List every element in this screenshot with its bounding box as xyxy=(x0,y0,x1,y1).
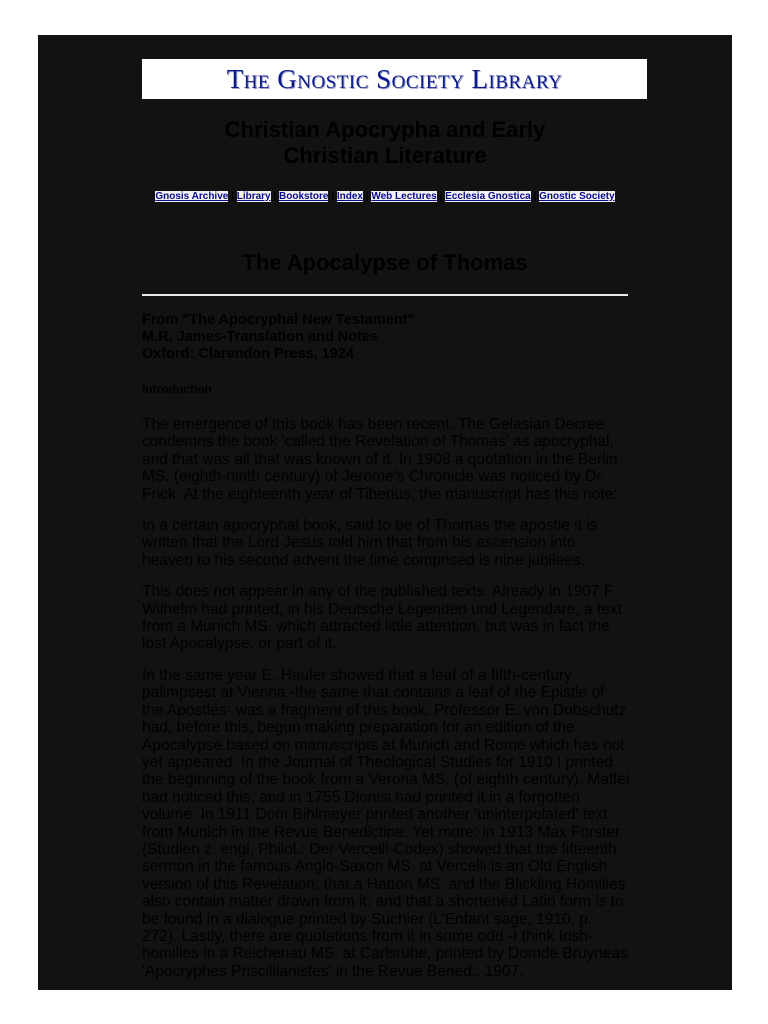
nav-bar xyxy=(38,191,732,203)
section-heading: Introduction xyxy=(142,382,212,396)
paragraph: This does not appear in any of the published texts. Already in 1907 F. Wilhelm had printed, in his Deutsche Legenden und Legendare, a text from a Munich MS. which attracted little attention, but was in fact the lost Apocalypse, or part of it. xyxy=(142,583,622,653)
page-title-line1: Christian Apocrypha and Early xyxy=(224,117,546,142)
page-container xyxy=(38,35,732,990)
paragraph: The emergence of this book has been recent. The Gelasian Decree condemns the book 'called the Revelation of Thomas' as apocryphal, and that was all that was known of it. In 1908 a quotation in the Berlin MS. (eighth-ninth century) of Jerome's Chronicle was noticed by Dr. Frick. At the eighteenth year of Tiberius, the manuscript has this note: xyxy=(142,416,618,503)
site-logo-text: The Gnostic Society Library xyxy=(226,63,563,94)
nav-separator: | xyxy=(273,191,277,202)
source-line-2: M.R. James-Translation and Notes xyxy=(142,329,379,345)
document-title: The Apocalypse of Thomas xyxy=(242,250,528,275)
paragraph: In the same year E. Hauler showed that a leaf of a fifth-century palimpsest at Vienna -the same that contains a leaf of the Epistle of the Apostles- was a fragment of this book. Professor E. von Dobschutz had, before this, begun making preparation for an edition of the Apocalypse based on manuscripts at Munich and Rome which has not yet appeared. In the Journal of Theological Studies for 1910 I printed the beginning of the book from a Verona MS. (of eighth century). Maffei had noticed this, and in 1755 Dionisi had printed it in a forgotten volume. In 1911 Dom Bihlmeyer printed another 'uninterpolated' text from Munich in the Revue Benedictine. Yet more: in 1913 Max Forster (Studien z. engl. Philol.: Der Vercelli-Codex) showed that the fifteenth sermon in the famous Anglo-Saxon MS. at Vercelli is an Old English version of this Revelation; that a Hatton MS. and the Blickling Homilies also contain matter drawn from it: and that a shortened Latin form is to be found in a dialogue printed by Suchier (L'Enfant sage, 1910, p. 272). Lastly, there are quotations from it in some odd -I think Irish-homilies in a Reichenau MS. at Carlsruhe, printed by Domde Bruyneas 'Apocryphes Priscillianistes' in the Revue Bened., 1907. xyxy=(142,666,630,980)
paragraph: In a certain apocryphal book, said to be of Thomas the apostle it is written that the Lord Jesus told him that from his ascension into heaven to his second advent the time comprised is nine jubilees. xyxy=(142,517,598,569)
nav-separator: | xyxy=(331,191,335,202)
nav-separator: | xyxy=(365,191,369,202)
source-line-1: From "The Apocryphal New Testament" xyxy=(142,312,415,328)
nav-link-web-lectures[interactable]: Web Lectures xyxy=(371,191,437,202)
source-citation xyxy=(142,312,642,363)
nav-link-library[interactable]: Library xyxy=(236,191,271,202)
nav-link-index[interactable]: Index xyxy=(336,191,363,202)
nav-link-bookstore[interactable]: Bookstore xyxy=(279,191,329,202)
page-title xyxy=(38,117,732,169)
nav-link-gnosis-archive[interactable]: Gnosis Archive xyxy=(155,191,229,202)
site-logo-banner[interactable] xyxy=(142,59,647,99)
nav-separator: | xyxy=(533,191,537,202)
nav-separator: | xyxy=(231,191,234,202)
body-text xyxy=(142,416,630,990)
nav-link-gnostic-society[interactable]: Gnostic Society xyxy=(539,191,615,202)
source-line-3: Oxford: Clarendon Press, 1924 xyxy=(142,346,354,362)
nav-link-ecclesia-gnostica[interactable]: Ecclesia Gnostica xyxy=(445,191,531,202)
page-title-line2: Christian Literature xyxy=(283,143,487,168)
horizontal-divider xyxy=(142,294,628,296)
nav-separator: | xyxy=(439,191,443,202)
